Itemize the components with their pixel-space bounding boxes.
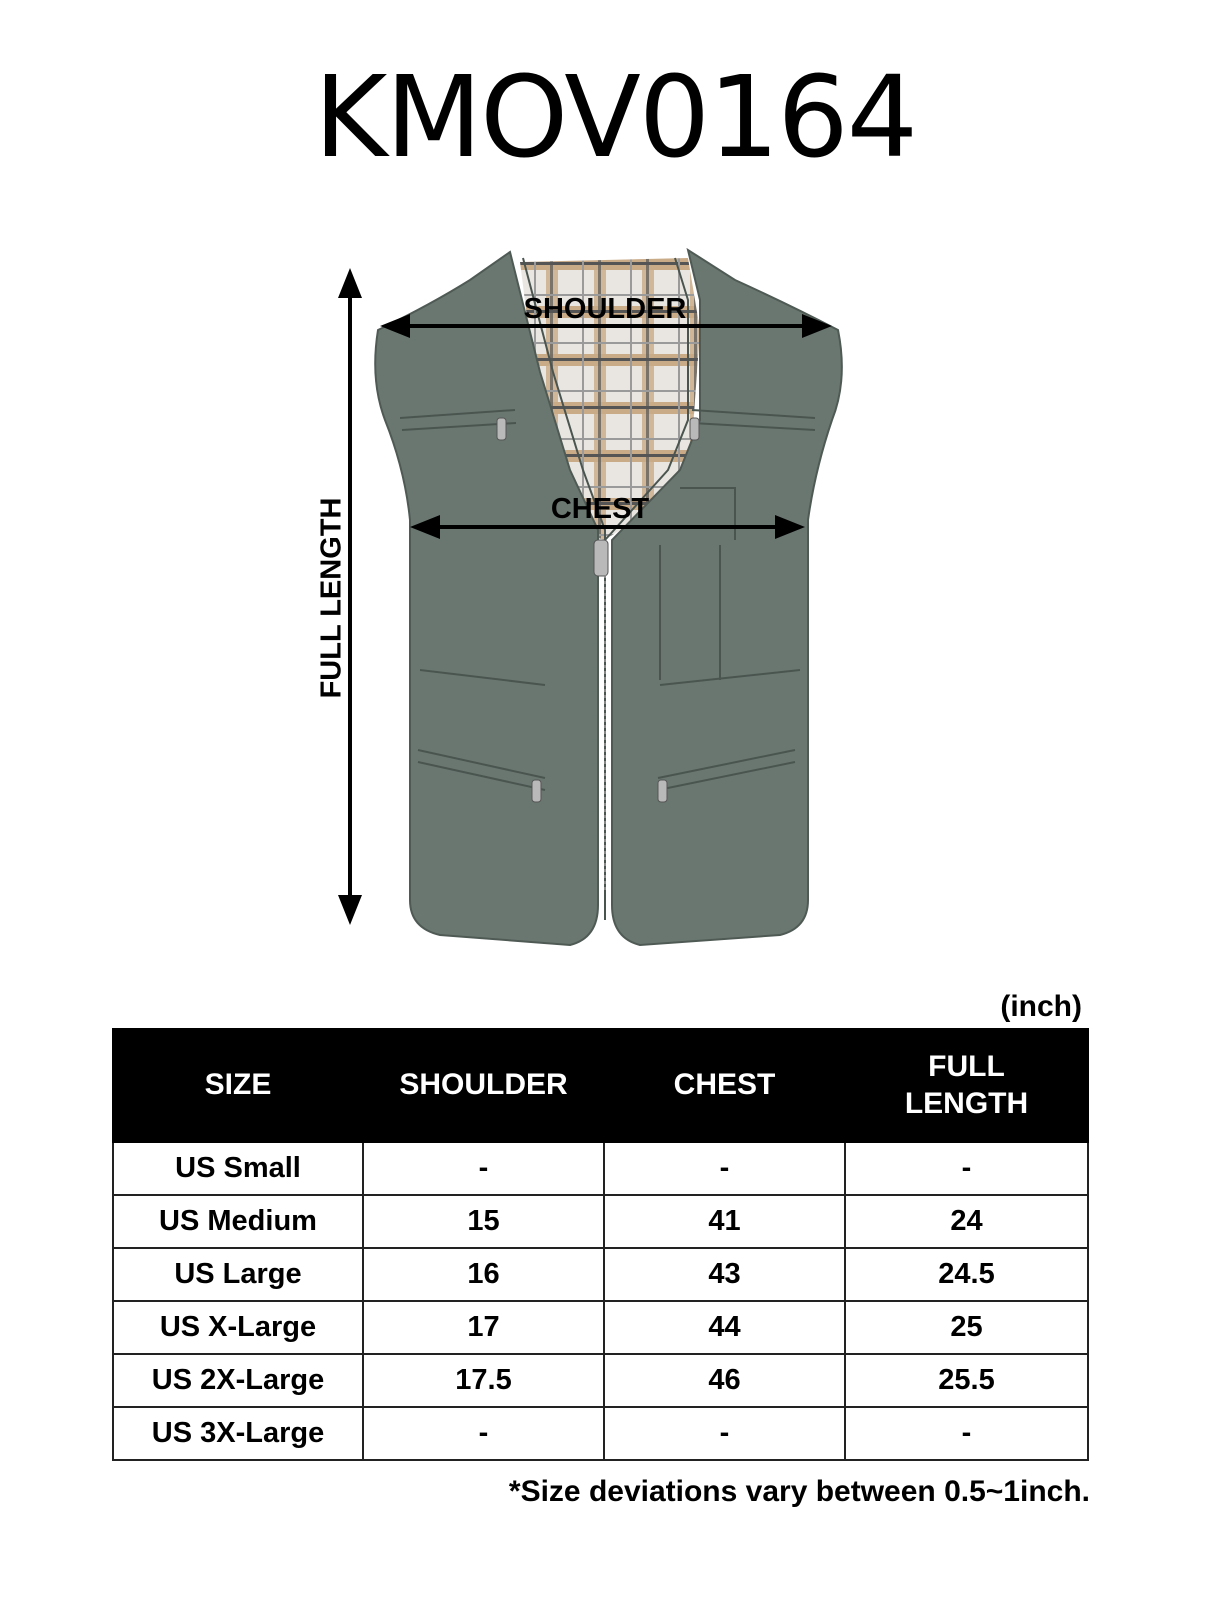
size-cell: US Medium (113, 1195, 363, 1248)
table-row (113, 1195, 1088, 1248)
chest-cell: - (604, 1142, 845, 1195)
table-row (113, 1407, 1088, 1460)
header-full-length: FULL LENGTH (845, 1029, 1088, 1142)
chest-cell: - (604, 1407, 845, 1460)
length-cell: 25 (845, 1301, 1088, 1354)
size-cell: US Small (113, 1142, 363, 1195)
size-cell: US X-Large (113, 1301, 363, 1354)
table-row (113, 1248, 1088, 1301)
size-cell: US 3X-Large (113, 1407, 363, 1460)
size-table (112, 1028, 1089, 1461)
shoulder-cell: - (363, 1407, 604, 1460)
chest-cell: 44 (604, 1301, 845, 1354)
length-cell: 24.5 (845, 1248, 1088, 1301)
table-row (113, 1301, 1088, 1354)
header-chest: CHEST (604, 1029, 845, 1142)
size-deviation-note: *Size deviations vary between 0.5~1inch. (508, 1475, 1090, 1508)
length-cell: - (845, 1142, 1088, 1195)
chest-cell: 46 (604, 1354, 845, 1407)
size-cell: US 2X-Large (113, 1354, 363, 1407)
length-cell: - (845, 1407, 1088, 1460)
table-header-row (113, 1029, 1088, 1142)
header-shoulder: SHOULDER (363, 1029, 604, 1142)
length-cell: 25.5 (845, 1354, 1088, 1407)
unit-note: (inch) (1000, 990, 1082, 1023)
shoulder-cell: 17.5 (363, 1354, 604, 1407)
table-row (113, 1354, 1088, 1407)
chest-label: CHEST (550, 493, 650, 525)
table-row (113, 1142, 1088, 1195)
product-title: KMOV0164 (314, 53, 916, 183)
shoulder-label: SHOULDER (523, 293, 687, 325)
shoulder-cell: 17 (363, 1301, 604, 1354)
chest-cell: 41 (604, 1195, 845, 1248)
full-length-label-text: FULL LENGTH (315, 497, 348, 699)
size-cell: US Large (113, 1248, 363, 1301)
chest-cell: 43 (604, 1248, 845, 1301)
shoulder-cell: 15 (363, 1195, 604, 1248)
shoulder-cell: 16 (363, 1248, 604, 1301)
header-size: SIZE (113, 1029, 363, 1142)
shoulder-cell: - (363, 1142, 604, 1195)
length-cell: 24 (845, 1195, 1088, 1248)
